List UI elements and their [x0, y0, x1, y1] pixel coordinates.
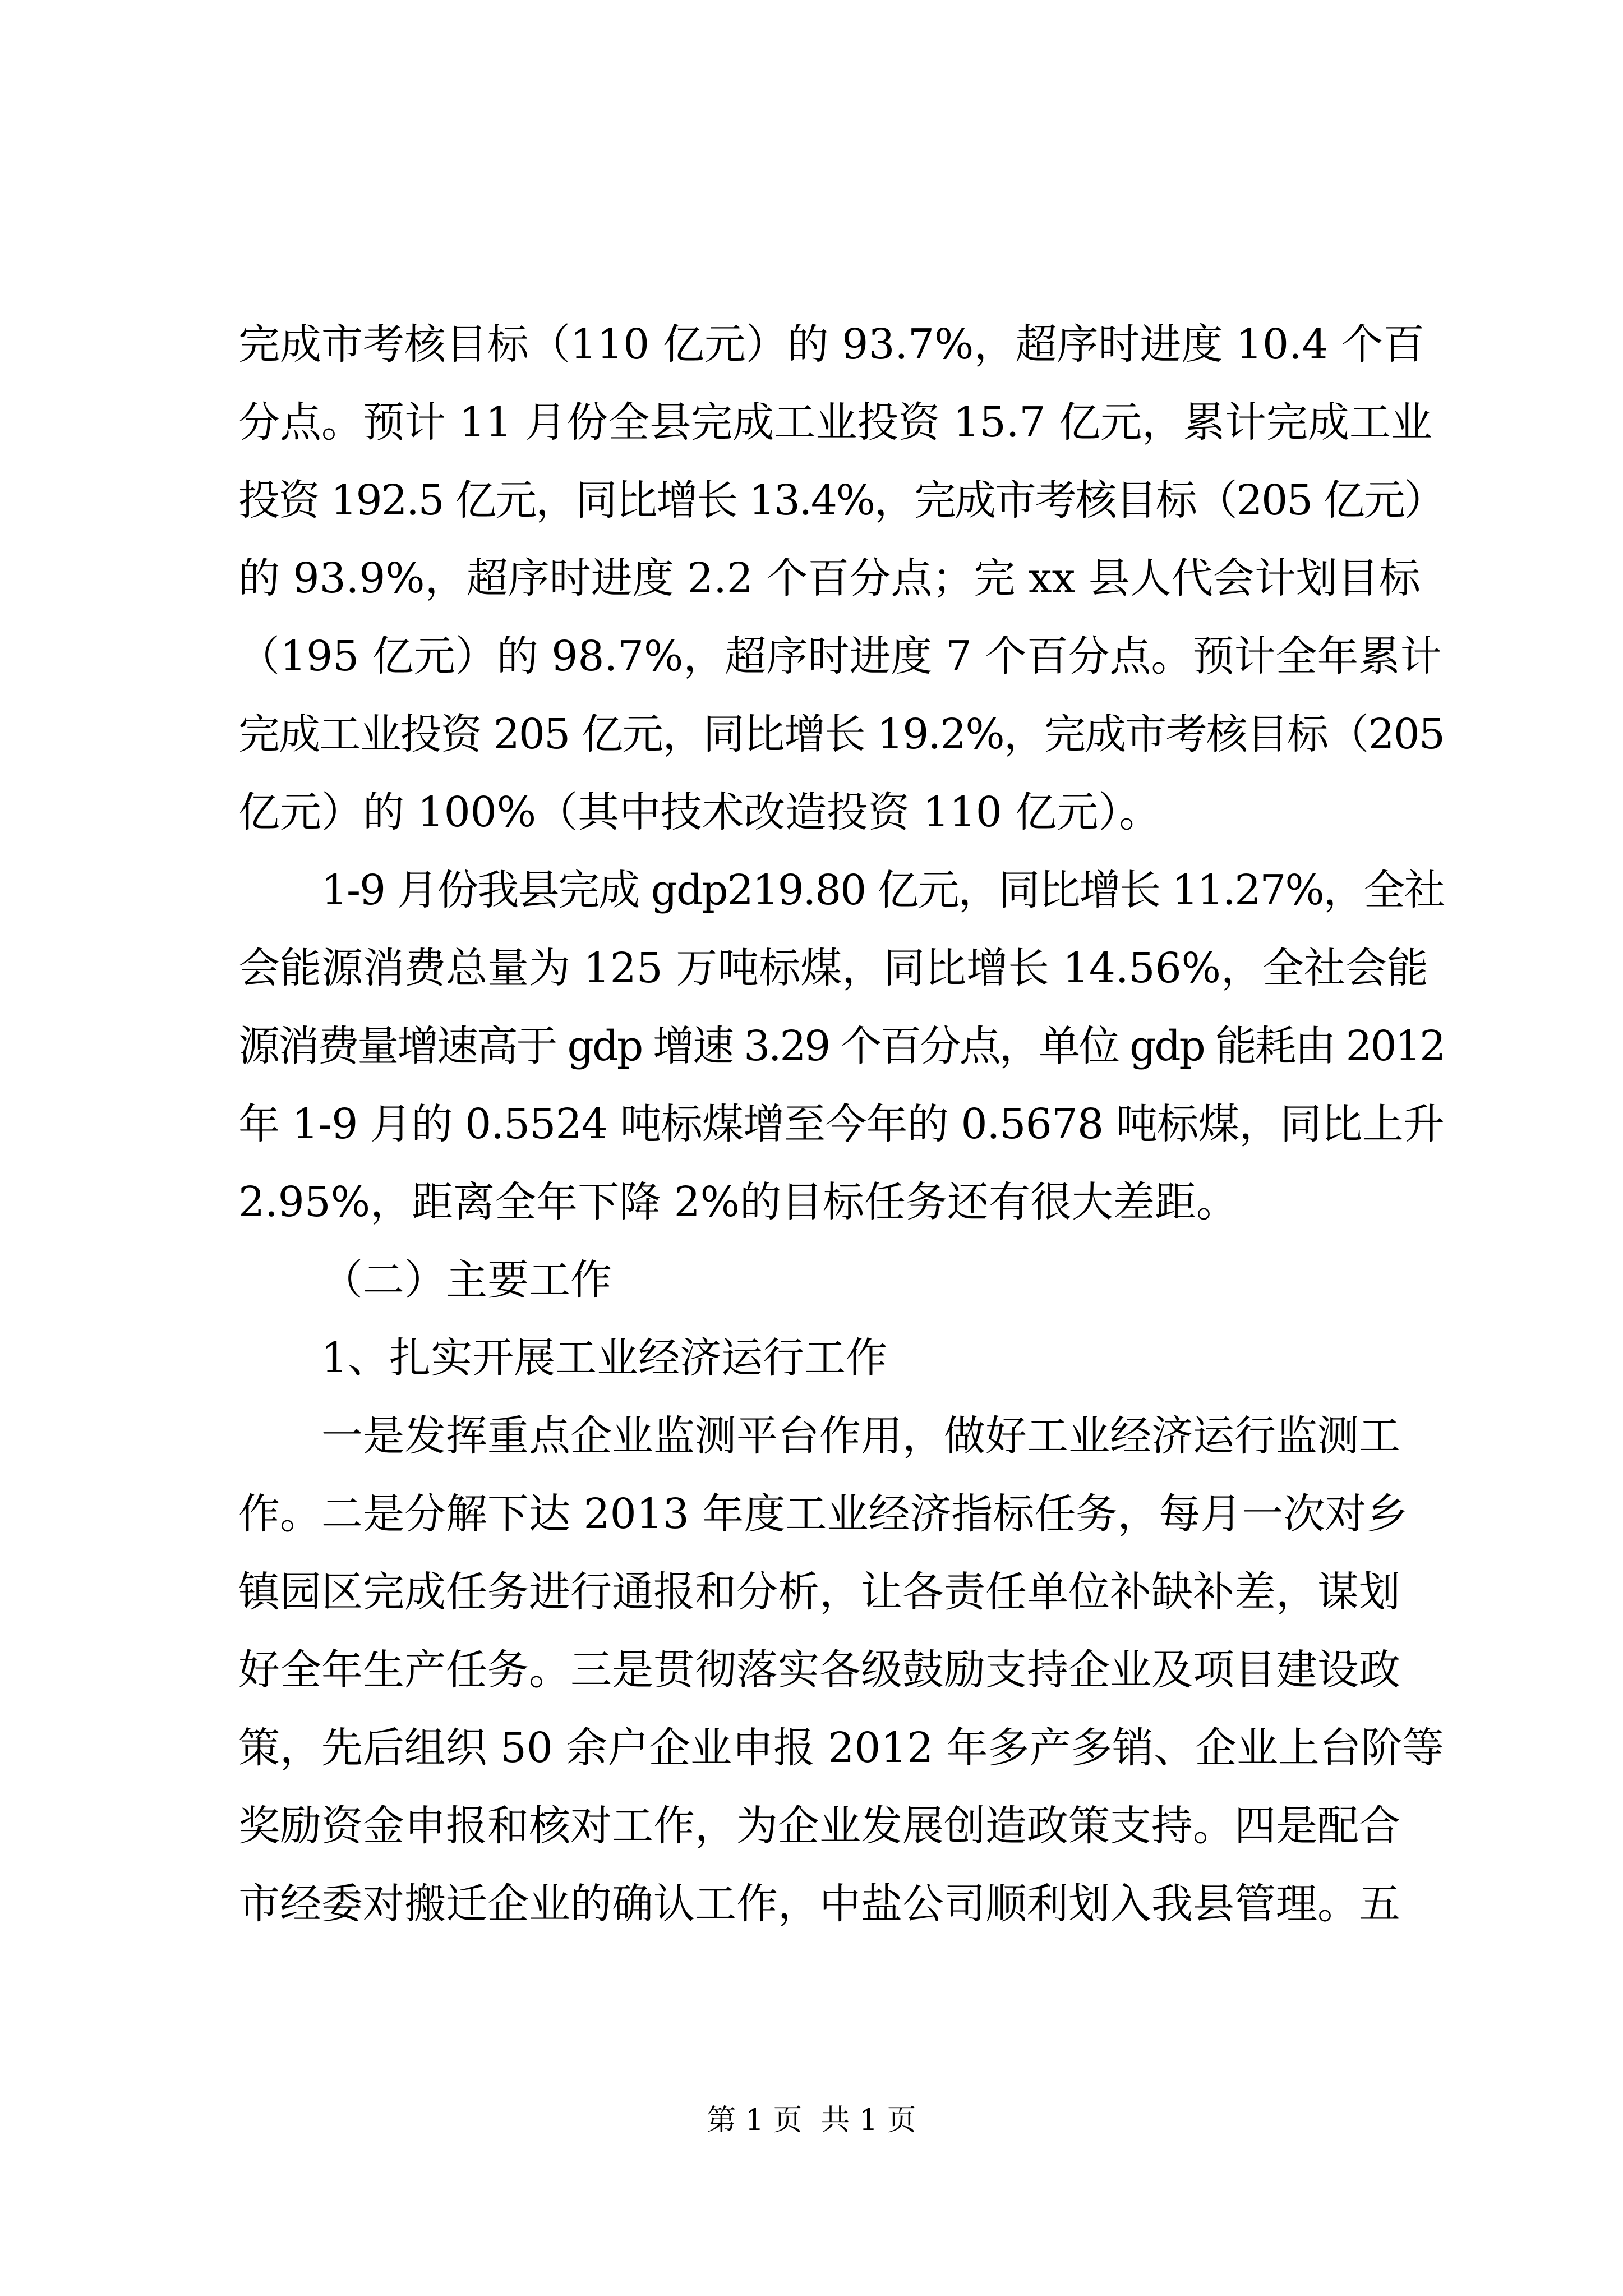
- page-footer: 第 1 页 共 1 页: [707, 2104, 916, 2137]
- text-line: 分点。预计 11 月份全县完成工业投资 15.7 亿元，累计完成工业: [238, 398, 1433, 447]
- text-line: 市经委对搬迁企业的确认工作，中盐公司顺利划入我县管理。五: [238, 1880, 1400, 1928]
- text-line: （二）主要工作: [321, 1256, 612, 1304]
- text-line: 镇园区完成任务进行通报和分析，让各责任单位补缺补差，谋划: [238, 1568, 1400, 1616]
- text-line: 源消费量增速高于 gdp 增速 3.29 个百分点，单位 gdp 能耗由 2012: [238, 1022, 1444, 1070]
- text-line: 会能源消费总量为 125 万吨标煤，同比增长 14.56%，全社会能: [238, 944, 1428, 992]
- text-line: 1-9 月份我县完成 gdp219.80 亿元，同比增长 11.27%，全社: [321, 866, 1445, 914]
- text-line: 投资 192.5 亿元，同比增长 13.4%，完成市考核目标（205 亿元）: [238, 476, 1445, 524]
- text-line: 奖励资金申报和核对工作，为企业发展创造政策支持。四是配合: [238, 1802, 1400, 1850]
- text-line: 作。二是分解下达 2013 年度工业经济指标任务，每月一次对乡: [238, 1490, 1408, 1538]
- text-line: 1、扎实开展工业经济运行工作: [321, 1334, 888, 1382]
- text-line: 好全年生产任务。三是贯彻落实各级鼓励支持企业及项目建设政: [238, 1646, 1400, 1694]
- text-line: （195 亿元）的 98.7%，超序时进度 7 个百分点。预计全年累计: [238, 632, 1442, 680]
- text-line: 完成市考核目标（110 亿元）的 93.7%，超序时进度 10.4 个百: [238, 320, 1425, 369]
- text-line: 年 1-9 月的 0.5524 吨标煤增至今年的 0.5678 吨标煤，同比上升: [238, 1100, 1445, 1148]
- text-line: 完成工业投资 205 亿元，同比增长 19.2%，完成市考核目标（205: [238, 710, 1445, 758]
- document-body: [238, 306, 1444, 1943]
- text-line: 一是发挥重点企业监测平台作用，做好工业经济运行监测工: [321, 1412, 1400, 1460]
- text-line: 的 93.9%，超序时进度 2.2 个百分点；完 xx 县人代会计划目标: [238, 554, 1421, 602]
- text-line: 策，先后组织 50 余户企业申报 2012 年多产多销、企业上台阶等: [238, 1724, 1444, 1772]
- text-line: 亿元）的 100%（其中技术改造投资 110 亿元）。: [238, 788, 1161, 836]
- text-line: 2.95%，距离全年下降 2%的目标任务还有很大差距。: [238, 1178, 1238, 1226]
